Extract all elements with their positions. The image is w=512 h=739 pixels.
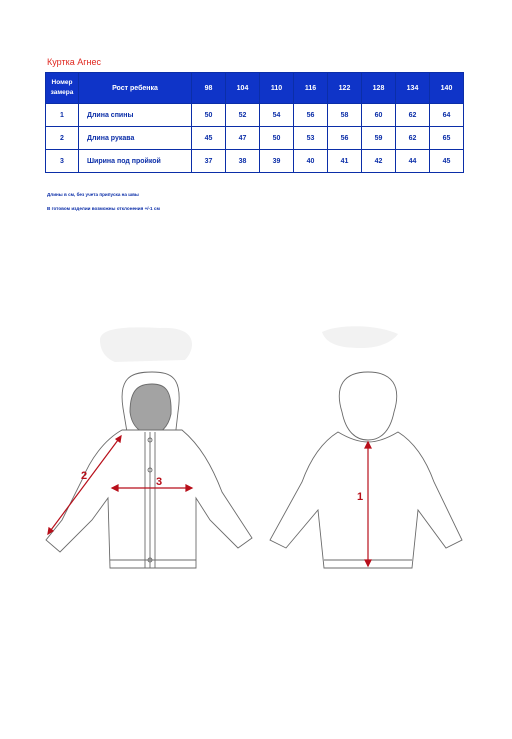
- back-hood: [339, 372, 396, 440]
- table-cell: 64: [430, 104, 464, 127]
- row-number: 2: [46, 127, 79, 150]
- front-body: [46, 430, 252, 568]
- header-size: 122: [328, 73, 362, 104]
- header-child-height: Рост ребенка: [79, 73, 192, 104]
- jacket-back: [270, 372, 462, 568]
- measure-1-label: 1: [357, 491, 364, 503]
- row-label: Ширина под пройкой: [79, 150, 192, 173]
- table-cell: 56: [328, 127, 362, 150]
- header-num-line1: Номер: [51, 79, 73, 86]
- table-cell: 44: [396, 150, 430, 173]
- table-cell: 42: [362, 150, 396, 173]
- row-label: Длина рукава: [79, 127, 192, 150]
- table-cell: 50: [192, 104, 226, 127]
- back-body: [270, 432, 462, 568]
- table-cell: 60: [362, 104, 396, 127]
- row-label: Длина спины: [79, 104, 192, 127]
- table-cell: 37: [192, 150, 226, 173]
- note-units: Длины в см, без учета припуска на швы: [47, 192, 139, 197]
- row-number: 3: [46, 150, 79, 173]
- header-size: 104: [226, 73, 260, 104]
- table-cell: 53: [294, 127, 328, 150]
- jacket-front: [46, 372, 252, 568]
- header-size: 134: [396, 73, 430, 104]
- table-cell: 45: [430, 150, 464, 173]
- table-cell: 40: [294, 150, 328, 173]
- note-tolerance: В готовом изделии возможны отклонения +/-1 см: [47, 206, 160, 211]
- table-cell: 54: [260, 104, 294, 127]
- hood-opening: [130, 384, 171, 434]
- measure-2-label: 2: [81, 470, 88, 482]
- header-size: 128: [362, 73, 396, 104]
- table-cell: 39: [260, 150, 294, 173]
- table-cell: 47: [226, 127, 260, 150]
- measure-3-label: 3: [156, 476, 163, 488]
- row-number: 1: [46, 104, 79, 127]
- shadow-front: [100, 327, 192, 362]
- table-cell: 50: [260, 127, 294, 150]
- header-size: 116: [294, 73, 328, 104]
- page-title: Куртка Агнес: [47, 57, 101, 67]
- header-size: 110: [260, 73, 294, 104]
- header-size: 98: [192, 73, 226, 104]
- table-cell: 65: [430, 127, 464, 150]
- table-cell: 56: [294, 104, 328, 127]
- table-cell: 41: [328, 150, 362, 173]
- shadow-back: [322, 326, 398, 348]
- table-cell: 52: [226, 104, 260, 127]
- header-size: 140: [430, 73, 464, 104]
- table-cell: 62: [396, 104, 430, 127]
- table-cell: 58: [328, 104, 362, 127]
- table-cell: 38: [226, 150, 260, 173]
- header-num-line2: замера: [50, 89, 74, 96]
- table-cell: 59: [362, 127, 396, 150]
- table-cell: 62: [396, 127, 430, 150]
- table-cell: 45: [192, 127, 226, 150]
